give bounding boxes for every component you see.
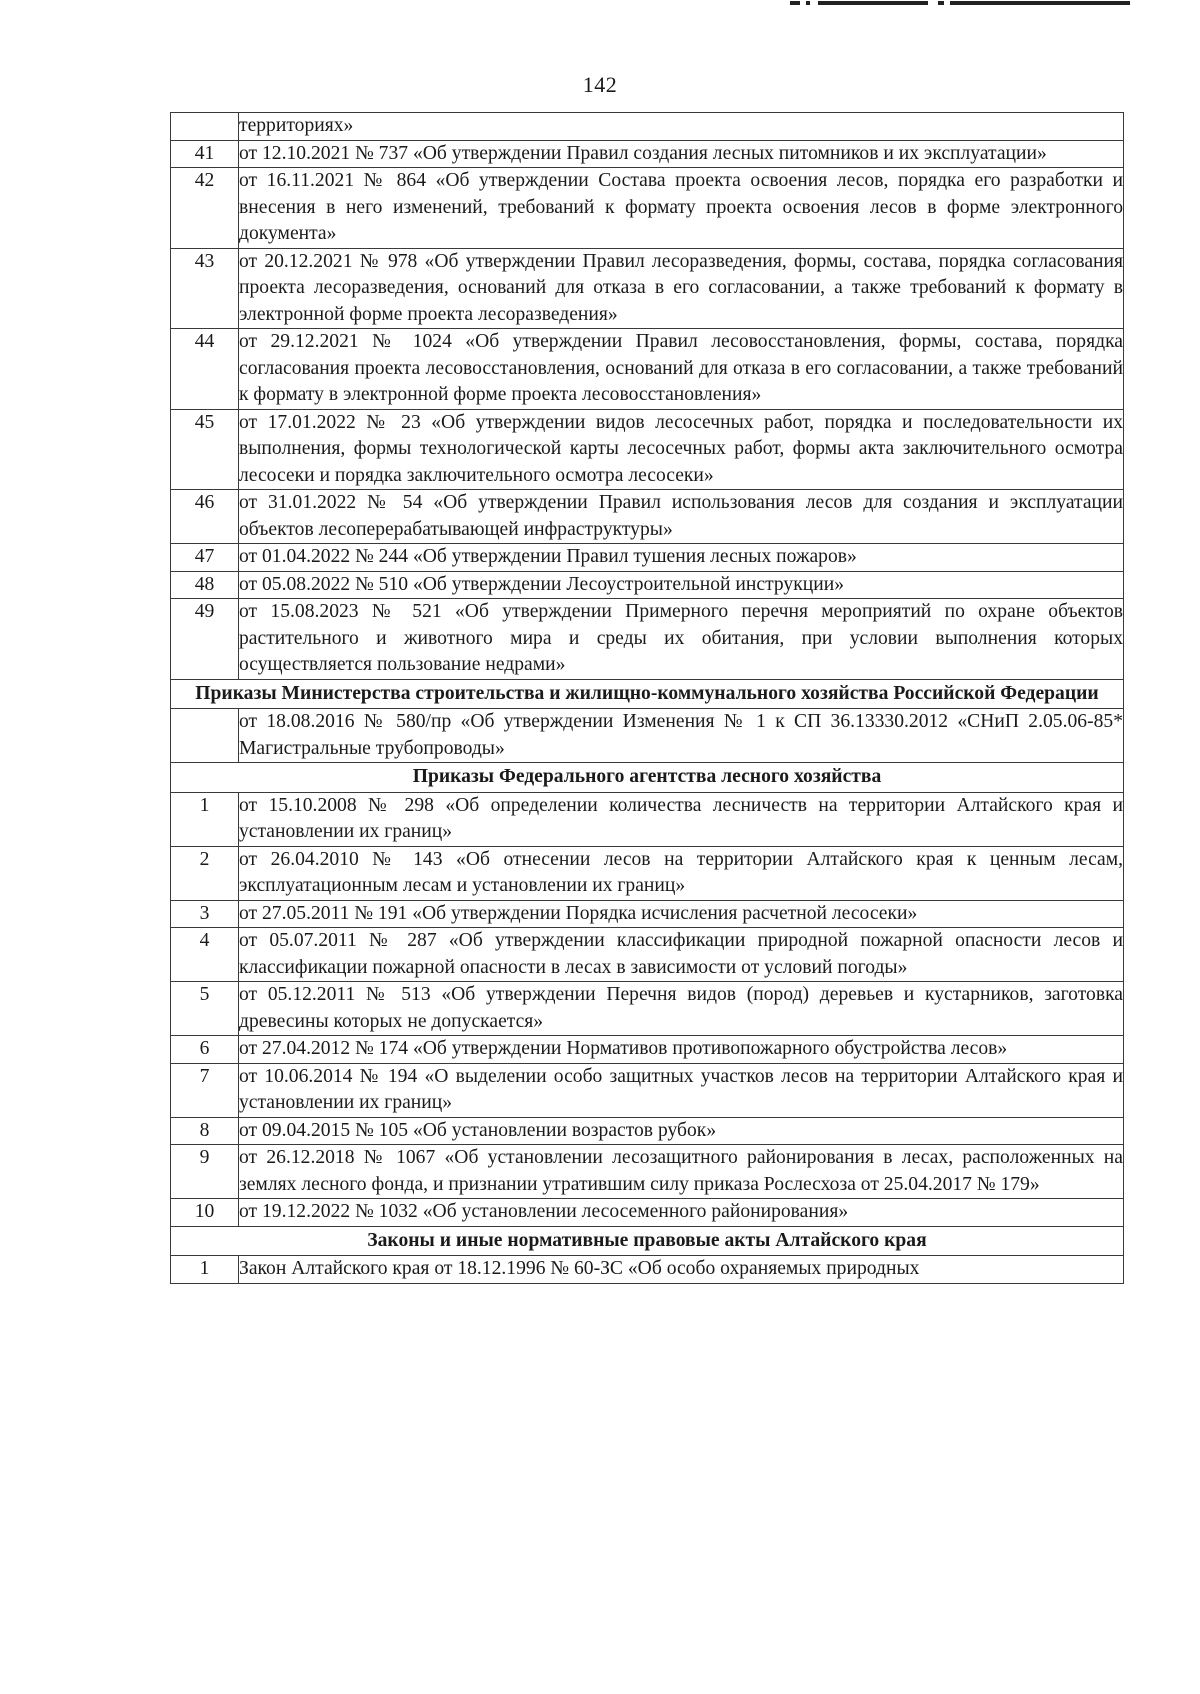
- table-row: [171, 113, 1124, 141]
- row-number: 49: [171, 599, 239, 680]
- row-text: территориях»: [239, 113, 1124, 141]
- row-number: 6: [171, 1036, 239, 1064]
- row-text: от 26.12.2018 № 1067 «Об установлении лесозащитного районирования в лесах, расположенных на землях лесного фонда, и признании утратившим силу приказа Рослесхоза от 25.04.2017 № 179»: [239, 1145, 1124, 1199]
- scan-edge-marks: [790, 0, 1130, 6]
- table-row: [171, 329, 1124, 410]
- row-text: Закон Алтайского края от 18.12.1996 № 60-ЗС «Об особо охраняемых природных: [239, 1256, 1124, 1284]
- table-row: [171, 248, 1124, 329]
- row-number: 9: [171, 1145, 239, 1199]
- table-row: [171, 1063, 1124, 1117]
- row-number: 7: [171, 1063, 239, 1117]
- row-number: 48: [171, 571, 239, 599]
- row-text: от 05.12.2011 № 513 «Об утверждении Перечня видов (пород) деревьев и кустарников, заготовка древесины которых не допускается»: [239, 982, 1124, 1036]
- row-number: 42: [171, 168, 239, 249]
- legal-acts-table: [170, 112, 1124, 1284]
- table-row: [171, 1145, 1124, 1199]
- row-number: 46: [171, 490, 239, 544]
- row-text: от 05.07.2011 № 287 «Об утверждении классификации природной пожарной опасности лесов и классификации пожарной опасности в лесах в зависимости от условий погоды»: [239, 928, 1124, 982]
- legal-acts-table-body: [171, 113, 1124, 1284]
- row-number: 41: [171, 140, 239, 168]
- table-row: [171, 900, 1124, 928]
- table-row: [171, 982, 1124, 1036]
- row-number: 47: [171, 544, 239, 572]
- row-text: от 15.08.2023 № 521 «Об утверждении Примерного перечня мероприятий по охране объектов растительного и животного мира и среды их обитания, при условии выполнения которых осуществляется пользование недрами»: [239, 599, 1124, 680]
- row-text: от 29.12.2021 № 1024 «Об утверждении Правил лесовосстановления, формы, состава, порядка согласования проекта лесовосстановления, оснований для отказа в его согласовании, а также требований к формату в электронной форме проекта лесовосстановления»: [239, 329, 1124, 410]
- table-row: [171, 409, 1124, 490]
- table-row: [171, 140, 1124, 168]
- row-number: [171, 709, 239, 763]
- table-row: [171, 792, 1124, 846]
- row-number: 43: [171, 248, 239, 329]
- row-text: от 19.12.2022 № 1032 «Об установлении лесосеменного районирования»: [239, 1199, 1124, 1227]
- page-number: 142: [582, 72, 618, 97]
- row-text: от 09.04.2015 № 105 «Об установлении возрастов рубок»: [239, 1117, 1124, 1145]
- row-number: 1: [171, 1256, 239, 1284]
- section-header-row: [171, 763, 1124, 793]
- section-header-row: [171, 1226, 1124, 1256]
- row-number: 45: [171, 409, 239, 490]
- row-number: 2: [171, 846, 239, 900]
- table-row: [171, 846, 1124, 900]
- row-text: от 15.10.2008 № 298 «Об определении количества лесничеств на территории Алтайского края и установлении их границ»: [239, 792, 1124, 846]
- row-text: от 10.06.2014 № 194 «О выделении особо защитных участков лесов на территории Алтайского края и установлении их границ»: [239, 1063, 1124, 1117]
- row-text: от 20.12.2021 № 978 «Об утверждении Правил лесоразведения, формы, состава, порядка согласования проекта лесоразведения, оснований для отказа в его согласовании, а также требований к формату в электронной форме проекта лесоразведения»: [239, 248, 1124, 329]
- row-number: [171, 113, 239, 141]
- row-number: 10: [171, 1199, 239, 1227]
- section-title: Приказы Министерства строительства и жилищно-коммунального хозяйства Российской Федерации: [171, 679, 1124, 709]
- table-row: [171, 168, 1124, 249]
- row-text: от 17.01.2022 № 23 «Об утверждении видов лесосечных работ, порядка и последовательности их выполнения, формы технологической карты лесосечных работ, формы акта заключительного осмотра лесосеки и порядка заключительного осмотра лесосеки»: [239, 409, 1124, 490]
- row-number: 4: [171, 928, 239, 982]
- table-row: [171, 544, 1124, 572]
- row-number: 5: [171, 982, 239, 1036]
- row-number: 8: [171, 1117, 239, 1145]
- table-row: [171, 490, 1124, 544]
- table-row: [171, 571, 1124, 599]
- row-number: 44: [171, 329, 239, 410]
- row-text: от 31.01.2022 № 54 «Об утверждении Правил использования лесов для создания и эксплуатации объектов лесоперерабатывающей инфраструктуры»: [239, 490, 1124, 544]
- row-text: от 01.04.2022 № 244 «Об утверждении Правил тушения лесных пожаров»: [239, 544, 1124, 572]
- row-text: от 16.11.2021 № 864 «Об утверждении Состава проекта освоения лесов, порядка его разработки и внесения в него изменений, требований к формату проекта освоения лесов в форме электронного документа»: [239, 168, 1124, 249]
- table-row: [171, 1199, 1124, 1227]
- row-text: от 27.04.2012 № 174 «Об утверждении Нормативов противопожарного обустройства лесов»: [239, 1036, 1124, 1064]
- row-text: от 26.04.2010 № 143 «Об отнесении лесов на территории Алтайского края к ценным лесам, эксплуатационным лесам и установлении их границ»: [239, 846, 1124, 900]
- table-row: [171, 599, 1124, 680]
- row-number: 3: [171, 900, 239, 928]
- table-row: [171, 709, 1124, 763]
- row-text: от 05.08.2022 № 510 «Об утверждении Лесоустроительной инструкции»: [239, 571, 1124, 599]
- section-title: Приказы Федерального агентства лесного хозяйства: [171, 763, 1124, 793]
- table-row: [171, 1117, 1124, 1145]
- row-text: от 12.10.2021 № 737 «Об утверждении Правил создания лесных питомников и их эксплуатации»: [239, 140, 1124, 168]
- section-header-row: [171, 679, 1124, 709]
- table-row: [171, 928, 1124, 982]
- section-title: Законы и иные нормативные правовые акты Алтайского края: [171, 1226, 1124, 1256]
- row-text: от 18.08.2016 № 580/пр «Об утверждении Изменения № 1 к СП 36.13330.2012 «СНиП 2.05.06-85* Магистральные трубопроводы»: [239, 709, 1124, 763]
- table-row: [171, 1036, 1124, 1064]
- row-text: от 27.05.2011 № 191 «Об утверждении Порядка исчисления расчетной лесосеки»: [239, 900, 1124, 928]
- table-row: [171, 1256, 1124, 1284]
- row-number: 1: [171, 792, 239, 846]
